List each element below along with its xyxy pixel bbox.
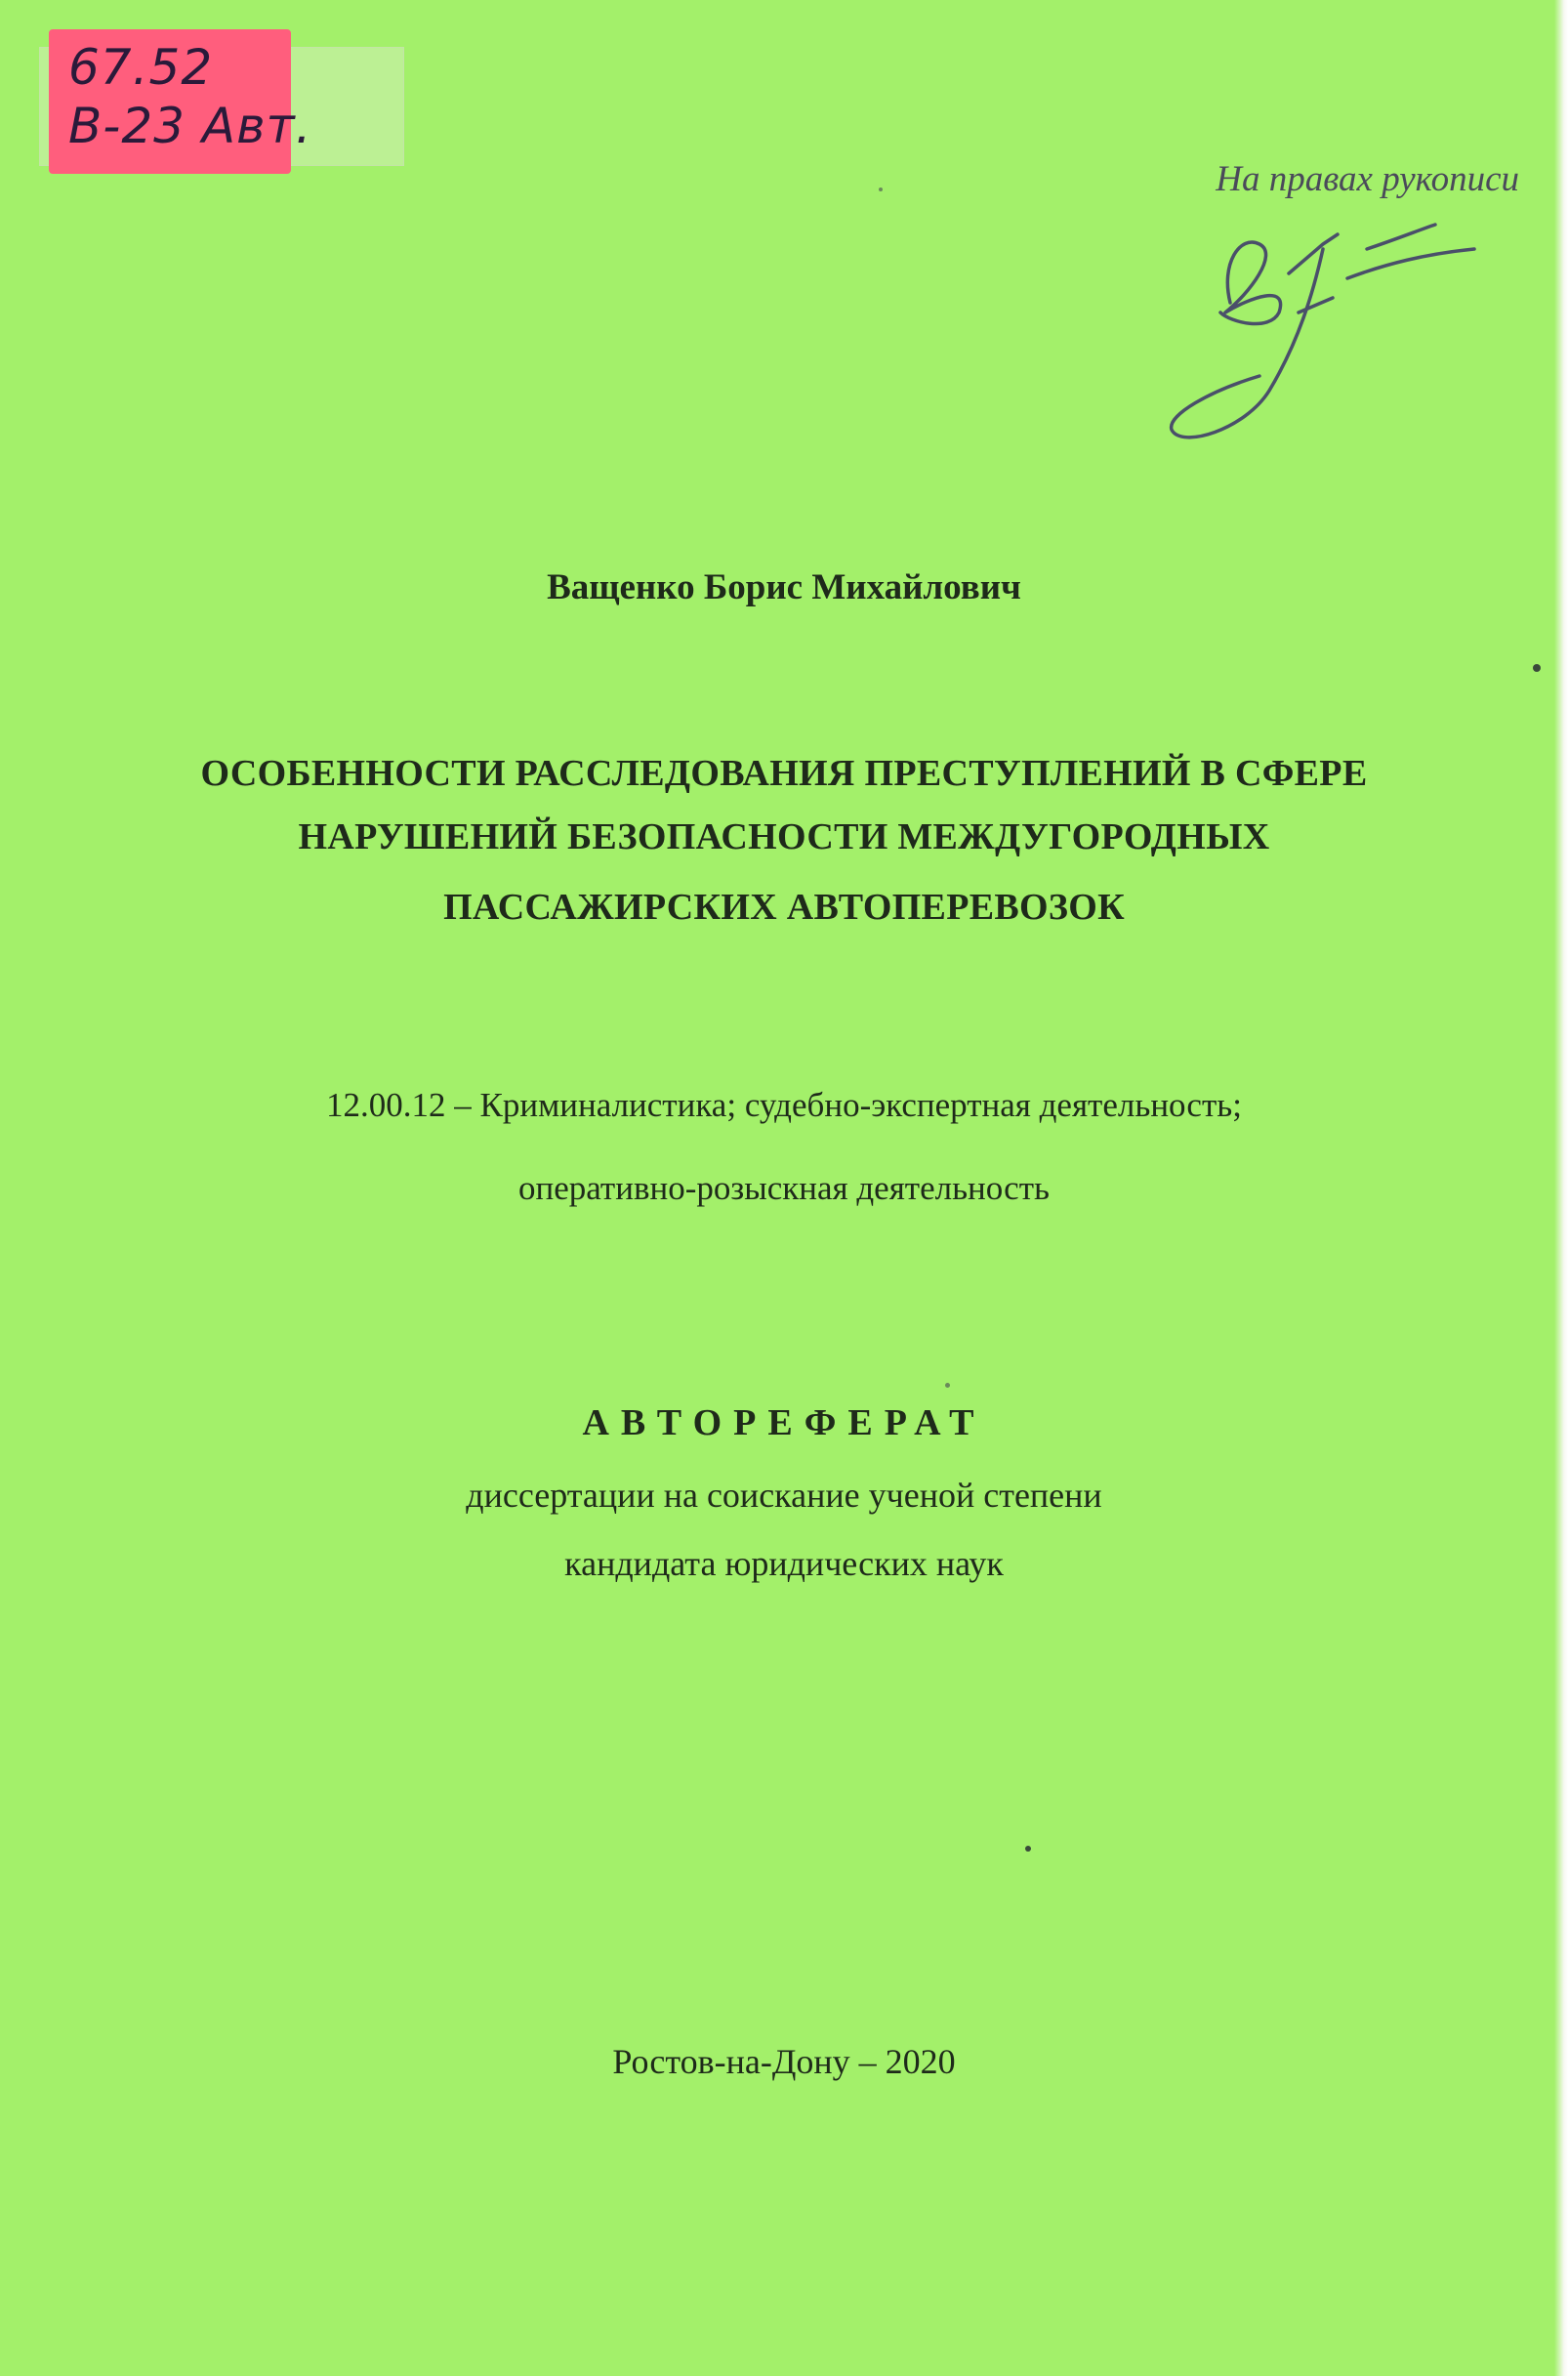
author-name: Ващенко Борис Михайлович <box>547 567 1021 607</box>
specialty-line-2: оперативно-розыскная деятельность <box>518 1169 1050 1207</box>
page-edge <box>1554 0 1568 2376</box>
dissertation-title-line-2: НАРУШЕНИЙ БЕЗОПАСНОСТИ МЕЖДУГОРОДНЫХ <box>298 816 1270 857</box>
handwritten-signature <box>1152 205 1504 449</box>
degree-description-line-1: диссертации на соискание ученой степени <box>466 1476 1102 1515</box>
degree-description-line-2: кандидата юридических наук <box>564 1544 1004 1583</box>
place-and-year: Ростов-на-Дону – 2020 <box>612 2042 956 2081</box>
paper-speck <box>1025 1846 1031 1852</box>
manuscript-rights-note: На правах рукописи <box>1216 159 1519 199</box>
library-shelf-sticker <box>49 29 312 174</box>
sticker-classification: 67.52 <box>68 39 214 96</box>
sticker-call-number: В-23 Авт. <box>68 98 312 154</box>
paper-speck <box>1533 664 1541 672</box>
paper-speck <box>879 188 883 191</box>
dissertation-title-line-1: ОСОБЕННОСТИ РАССЛЕДОВАНИЯ ПРЕСТУПЛЕНИЙ В СФЕРЕ <box>200 753 1368 794</box>
paper-speck <box>945 1383 950 1388</box>
document-type-heading: АВТОРЕФЕРАТ <box>582 1402 986 1443</box>
specialty-line-1: 12.00.12 – Криминалистика; судебно-экспертная деятельность; <box>326 1086 1242 1124</box>
dissertation-title-line-3: ПАССАЖИРСКИХ АВТОПЕРЕВОЗОК <box>443 887 1125 928</box>
